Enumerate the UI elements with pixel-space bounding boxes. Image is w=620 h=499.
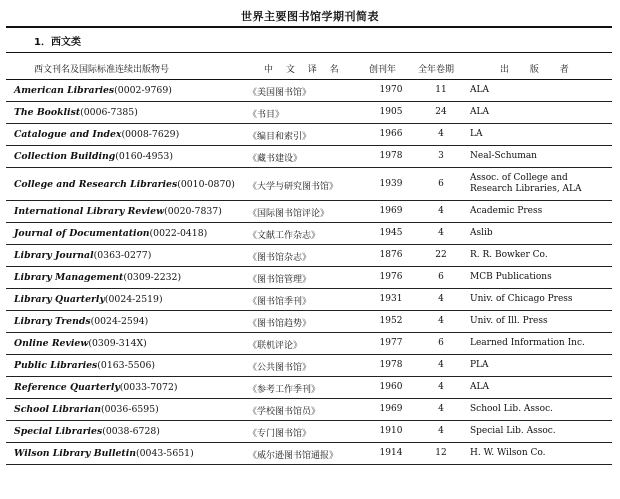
publisher-line: School Lib. Assoc. (470, 404, 553, 414)
journal-issn: (0024-2594) (90, 316, 149, 327)
journal-name: Special Libraries (14, 426, 103, 437)
founded-year: 1966 (379, 129, 403, 139)
journal-issn: (0008-7629) (121, 129, 180, 140)
chinese-title: 《威尔逊图书馆通报》 (248, 451, 339, 461)
publisher (470, 338, 585, 349)
journal-title (14, 272, 181, 283)
publisher (470, 448, 546, 459)
publisher (470, 294, 573, 305)
founded-year: 1945 (379, 228, 403, 238)
journal-issn: (0043-5651) (135, 448, 194, 459)
founded-year: 1978 (379, 360, 403, 370)
table-row (6, 146, 612, 168)
chinese-title: 《美国图书馆》 (248, 88, 312, 98)
publisher-line: Neal-Schuman (470, 151, 537, 161)
chinese-title: 《联机评论》 (248, 341, 303, 351)
publisher (470, 107, 489, 118)
publisher (470, 360, 489, 371)
publisher-line: PLA (470, 360, 489, 370)
journal-name: Collection Building (14, 151, 116, 162)
chinese-title: 《图书馆管理》 (248, 275, 312, 285)
founded-year: 1976 (379, 272, 403, 282)
journal-title (14, 151, 173, 162)
issues-per-year: 4 (438, 404, 444, 414)
journal-issn: (0010-0870) (177, 179, 235, 190)
publisher-line: ALA (470, 85, 489, 95)
journal-issn: (0160-4953) (115, 151, 173, 162)
publisher-line: ALA (470, 382, 489, 392)
table-row (6, 80, 612, 102)
publisher (470, 228, 493, 239)
journal-name: Library Trends (14, 316, 91, 327)
founded-year: 1978 (379, 151, 403, 161)
journal-title (14, 294, 163, 305)
journal-issn: (0024-2519) (104, 294, 163, 305)
founded-year: 1905 (379, 107, 403, 117)
journal-name: Library Journal (14, 250, 94, 261)
page-title: 世界主要图书馆学期刊简表 (241, 10, 379, 23)
issues-per-year: 4 (438, 382, 444, 392)
table-row (6, 399, 612, 421)
journal-title (14, 85, 172, 96)
chinese-title: 《文献工作杂志》 (248, 231, 321, 241)
issues-per-year: 4 (438, 206, 444, 216)
journal-title (14, 206, 222, 217)
header-publisher: 出 版 者 (500, 65, 578, 75)
journal-issn: (0002-9769) (114, 85, 172, 96)
chinese-title: 《图书馆杂志》 (248, 253, 312, 263)
publisher-line: ALA (470, 107, 489, 117)
journal-name: International Library Review (14, 206, 165, 217)
publisher-line: Learned Information Inc. (470, 338, 585, 348)
chinese-title: 《专门图书馆》 (248, 429, 312, 439)
issues-per-year: 4 (438, 129, 444, 139)
issues-per-year: 4 (438, 294, 444, 304)
journal-name: Journal of Documentation (14, 228, 150, 239)
publisher-line: Aslib (470, 228, 493, 238)
table-row (6, 443, 612, 465)
table-row (6, 333, 612, 355)
founded-year: 1914 (379, 448, 403, 458)
issues-per-year: 3 (438, 151, 444, 161)
journal-title (14, 426, 160, 437)
table-row (6, 245, 612, 267)
header-journal: 西文刊名及国际标准连续出版物号 (34, 65, 170, 75)
publisher (470, 382, 489, 393)
publisher-line: LA (470, 129, 483, 139)
chinese-title: 《公共图书馆》 (248, 363, 312, 373)
founded-year: 1931 (379, 294, 403, 304)
issues-per-year: 12 (435, 448, 447, 458)
chinese-title: 《编目和索引》 (248, 132, 312, 142)
chinese-title: 《学校图书馆员》 (248, 407, 321, 417)
journal-issn: (0363-0277) (93, 250, 152, 261)
chinese-title: 《大学与研究图书馆》 (248, 182, 339, 192)
journal-issn: (0022-0418) (149, 228, 208, 239)
publisher-line: Special Lib. Assoc. (470, 426, 556, 436)
publisher-line: Research Libraries, ALA (470, 184, 582, 194)
publisher-line: MCB Publications (470, 272, 552, 282)
journal-name: Reference Quarterly (14, 382, 120, 393)
journal-title (14, 129, 179, 140)
journal-title (14, 250, 151, 261)
founded-year: 1969 (379, 404, 403, 414)
publisher-line: H. W. Wilson Co. (470, 448, 546, 458)
journal-name: The Booklist (14, 107, 81, 118)
publisher-line: Academic Press (470, 206, 543, 216)
table-row (6, 377, 612, 399)
issues-per-year: 11 (435, 85, 447, 95)
publisher (470, 404, 553, 415)
journal-issn: (0033-7072) (119, 382, 178, 393)
founded-year: 1952 (379, 316, 403, 326)
header-volumes: 全年卷期 (418, 65, 455, 75)
journal-issn: (0309-314X) (88, 338, 147, 349)
journal-title (14, 448, 194, 459)
founded-year: 1960 (379, 382, 403, 392)
table-row (6, 223, 612, 245)
chinese-title: 《图书馆季刊》 (248, 297, 312, 307)
founded-year: 1969 (379, 206, 403, 216)
journal-issn: (0020-7837) (164, 206, 222, 217)
table-row (6, 355, 612, 377)
publisher (470, 85, 489, 96)
publisher (470, 173, 582, 195)
founded-year: 1977 (379, 338, 403, 348)
table-row (6, 201, 612, 223)
journal-name: American Libraries (14, 85, 115, 96)
issues-per-year: 4 (438, 426, 444, 436)
journal-issn: (0006-7385) (80, 107, 138, 118)
header-year: 创刊年 (369, 65, 397, 75)
chinese-title: 《国际图书馆评论》 (248, 209, 330, 219)
chinese-title: 《图书馆趋势》 (248, 319, 312, 329)
journal-name: Library Management (14, 272, 124, 283)
journal-name: Wilson Library Bulletin (14, 448, 136, 459)
publisher-line: Univ. of Ill. Press (470, 316, 548, 326)
journal-name: Online Review (14, 338, 89, 349)
journal-name: Library Quarterly (14, 294, 105, 305)
publisher (470, 151, 537, 162)
founded-year: 1939 (379, 179, 403, 189)
publisher (470, 426, 556, 437)
journal-title (14, 382, 177, 393)
publisher-line: R. R. Bowker Co. (470, 250, 548, 260)
journal-issn: (0163-5506) (97, 360, 156, 371)
issues-per-year: 22 (435, 250, 447, 260)
chinese-title: 《参考工作季刊》 (248, 385, 321, 395)
section-label: 1．西文类 (34, 37, 81, 48)
issues-per-year: 6 (438, 338, 444, 348)
chinese-title: 《藏书建设》 (248, 154, 303, 164)
journal-issn: (0038-6728) (102, 426, 160, 437)
journal-title (14, 107, 138, 118)
issues-per-year: 4 (438, 360, 444, 370)
journal-name: School Librarian (14, 404, 102, 415)
publisher-line: Univ. of Chicago Press (470, 294, 573, 304)
journal-name: Public Libraries (14, 360, 98, 371)
publisher (470, 250, 548, 261)
table-row (6, 267, 612, 289)
table-row (6, 421, 612, 443)
table-row (6, 168, 612, 201)
journal-title (14, 360, 155, 371)
issues-per-year: 24 (435, 107, 447, 117)
journal-title (14, 316, 148, 327)
founded-year: 1970 (379, 85, 403, 95)
issues-per-year: 6 (438, 179, 444, 189)
issues-per-year: 6 (438, 272, 444, 282)
table-row (6, 311, 612, 333)
journal-title (14, 179, 235, 190)
header-chinese-title: 中 文 译 名 (264, 65, 344, 75)
publisher (470, 129, 482, 140)
top-rule (6, 26, 612, 28)
publisher-line: Assoc. of College and (470, 173, 568, 183)
chinese-title: 《书目》 (248, 110, 285, 120)
table-row (6, 124, 612, 146)
table-row (6, 102, 612, 124)
founded-year: 1910 (379, 426, 403, 436)
journal-title (14, 338, 147, 349)
journal-title (14, 228, 207, 239)
journal-issn: (0309-2232) (123, 272, 182, 283)
section-rule (6, 52, 612, 53)
journal-title (14, 404, 159, 415)
issues-per-year: 4 (438, 316, 444, 326)
journal-name: College and Research Libraries (14, 179, 178, 190)
issues-per-year: 4 (438, 228, 444, 238)
journal-table (6, 80, 612, 465)
table-row (6, 289, 612, 311)
journal-name: Catalogue and Index (14, 129, 122, 140)
founded-year: 1876 (379, 250, 403, 260)
publisher (470, 272, 552, 283)
journal-issn: (0036-6595) (101, 404, 159, 415)
publisher (470, 206, 542, 217)
publisher (470, 316, 548, 327)
